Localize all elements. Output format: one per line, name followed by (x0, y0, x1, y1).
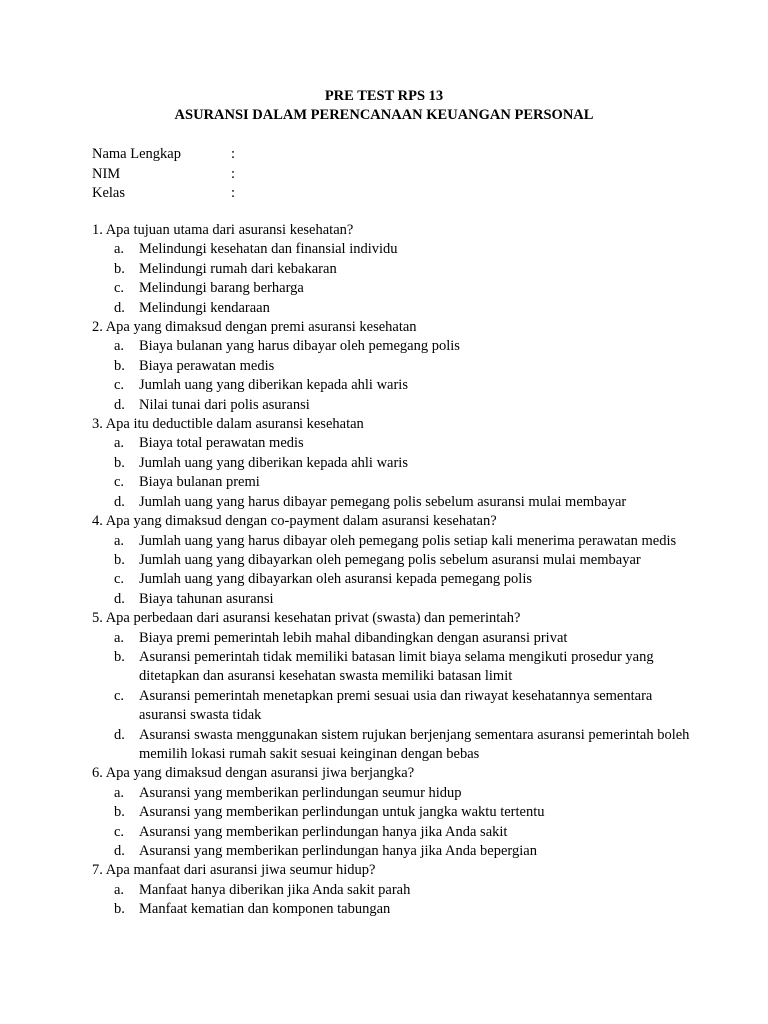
question-text: 7. Apa manfaat dari asuransi jiwa seumur hidup? (92, 862, 376, 879)
question-item (92, 512, 692, 609)
question-item (92, 318, 692, 415)
info-label: Kelas (92, 185, 126, 201)
answer-option (92, 590, 692, 609)
option-letter: c. (114, 280, 125, 297)
info-colon: : (231, 146, 236, 162)
question-text: 4. Apa yang dimaksud dengan co-payment dalam asuransi kesehatan? (92, 513, 497, 530)
answer-option (92, 726, 692, 765)
question-item (92, 609, 692, 764)
answer-option (92, 823, 692, 842)
option-letter: a. (114, 629, 125, 646)
option-letter: d. (114, 843, 125, 859)
question-text: 3. Apa itu deductible dalam asuransi kesehatan (92, 416, 364, 433)
answer-option (92, 881, 692, 900)
option-text: Jumlah uang yang harus dibayar pemegang polis sebelum asuransi mulai membayar (139, 493, 627, 510)
option-letter: c. (114, 474, 125, 491)
answer-option (92, 376, 692, 395)
question-text: 5. Apa perbedaan dari asuransi kesehatan privat (swasta) dan pemerintah? (92, 610, 521, 627)
option-letter: b. (114, 454, 125, 471)
option-letter: d. (114, 590, 125, 607)
option-letter: b. (114, 260, 125, 277)
option-text: Melindungi kendaraan (139, 299, 270, 316)
answer-option (92, 532, 692, 551)
answer-option (92, 493, 692, 512)
student-info-block (92, 145, 392, 204)
option-text: Asuransi yang memberikan perlindungan hanya jika Anda bepergian (139, 843, 537, 859)
option-text: Jumlah uang yang diberikan kepada ahli waris (139, 454, 408, 471)
option-letter: d. (114, 299, 125, 316)
option-text: Jumlah uang yang dibayarkan oleh asuransi kepada pemegang polis (139, 571, 532, 588)
option-letter: b. (114, 648, 125, 665)
question-item (92, 221, 692, 318)
info-colon: : (231, 165, 236, 182)
option-text: Biaya premi pemerintah lebih mahal dibandingkan dengan asuransi privat (139, 629, 568, 646)
question-text: 6. Apa yang dimaksud dengan asuransi jiwa berjangka? (92, 765, 415, 782)
option-letter: a. (114, 338, 125, 355)
option-text: Asuransi pemerintah tidak memiliki batasan limit biaya selama mengikuti prosedur yang ditetapkan dan asuransi kesehatan swasta memiliki batasan limit (139, 648, 654, 685)
answer-option (92, 240, 692, 259)
answer-option (92, 454, 692, 473)
option-letter: c. (114, 823, 125, 840)
option-letter: a. (114, 532, 125, 549)
info-label: Nama Lengkap (92, 146, 181, 162)
option-letter: a. (114, 435, 125, 452)
document-title: PRE TEST RPS 13 (324, 88, 444, 104)
option-text: Biaya perawatan medis (139, 357, 275, 374)
option-letter: a. (114, 241, 125, 258)
option-text: Biaya bulanan yang harus dibayar oleh pemegang polis (139, 338, 460, 355)
info-label: NIM (92, 165, 121, 182)
option-text: Asuransi swasta menggunakan sistem rujukan berjenjang sementara asuransi pemerintah boleh memilih lokasi rumah sakit sesuai keinginan dengan bebas (139, 726, 690, 762)
answer-option (92, 434, 692, 453)
option-text: Melindungi rumah dari kebakaran (139, 260, 337, 277)
option-text: Biaya total perawatan medis (139, 435, 304, 452)
answer-option (92, 337, 692, 356)
answer-option (92, 648, 692, 687)
option-text: Nilai tunai dari polis asuransi (139, 396, 310, 413)
option-letter: b. (114, 551, 125, 568)
option-letter: b. (114, 804, 125, 821)
answer-option (92, 260, 692, 279)
document-subtitle: ASURANSI DALAM PERENCANAAN KEUANGAN PERSONAL (174, 107, 594, 123)
option-letter: c. (114, 377, 125, 394)
option-letter: a. (114, 784, 125, 801)
option-text: Asuransi pemerintah menetapkan premi sesuai usia dan riwayat kesehatannya sementara asuransi swasta tidak (139, 687, 653, 724)
answer-option (92, 357, 692, 376)
option-letter: c. (114, 687, 125, 704)
answer-option (92, 687, 692, 726)
option-text: Manfaat kematian dan komponen tabungan (139, 901, 391, 918)
option-text: Jumlah uang yang dibayarkan oleh pemegang polis sebelum asuransi mulai membayar (139, 551, 641, 568)
answer-option (92, 279, 692, 298)
info-row-class (92, 184, 392, 204)
question-item (92, 764, 692, 861)
answer-option (92, 803, 692, 822)
option-letter: d. (114, 396, 125, 413)
option-letter: d. (114, 493, 125, 510)
option-text: Biaya bulanan premi (139, 474, 260, 491)
option-text: Jumlah uang yang diberikan kepada ahli waris (139, 377, 408, 394)
info-row-nim (92, 165, 392, 185)
info-colon: : (231, 185, 236, 201)
answer-option (92, 299, 692, 318)
option-letter: c. (114, 571, 125, 588)
option-text: Asuransi yang memberikan perlindungan hanya jika Anda sakit (139, 823, 508, 840)
answer-option (92, 473, 692, 492)
answer-option (92, 629, 692, 648)
option-text: Asuransi yang memberikan perlindungan seumur hidup (139, 784, 462, 801)
option-text: Asuransi yang memberikan perlindungan untuk jangka waktu tertentu (139, 804, 545, 821)
answer-option (92, 900, 692, 919)
option-letter: b. (114, 357, 125, 374)
option-text: Melindungi kesehatan dan finansial individu (139, 241, 398, 258)
question-text: 1. Apa tujuan utama dari asuransi kesehatan? (92, 222, 354, 238)
question-list (92, 221, 692, 920)
question-text: 2. Apa yang dimaksud dengan premi asuransi kesehatan (92, 319, 417, 336)
option-letter: d. (114, 726, 125, 743)
answer-option (92, 842, 692, 861)
option-text: Jumlah uang yang harus dibayar oleh pemegang polis setiap kali menerima perawatan medis (139, 532, 677, 549)
question-item (92, 415, 692, 512)
answer-option (92, 396, 692, 415)
option-letter: b. (114, 901, 125, 918)
question-item (92, 861, 692, 919)
answer-option (92, 551, 692, 570)
answer-option (92, 784, 692, 803)
option-letter: a. (114, 881, 125, 898)
answer-option (92, 570, 692, 589)
option-text: Melindungi barang berharga (139, 280, 304, 297)
option-text: Biaya tahunan asuransi (139, 590, 274, 607)
option-text: Manfaat hanya diberikan jika Anda sakit parah (139, 881, 411, 898)
info-row-name (92, 145, 392, 165)
